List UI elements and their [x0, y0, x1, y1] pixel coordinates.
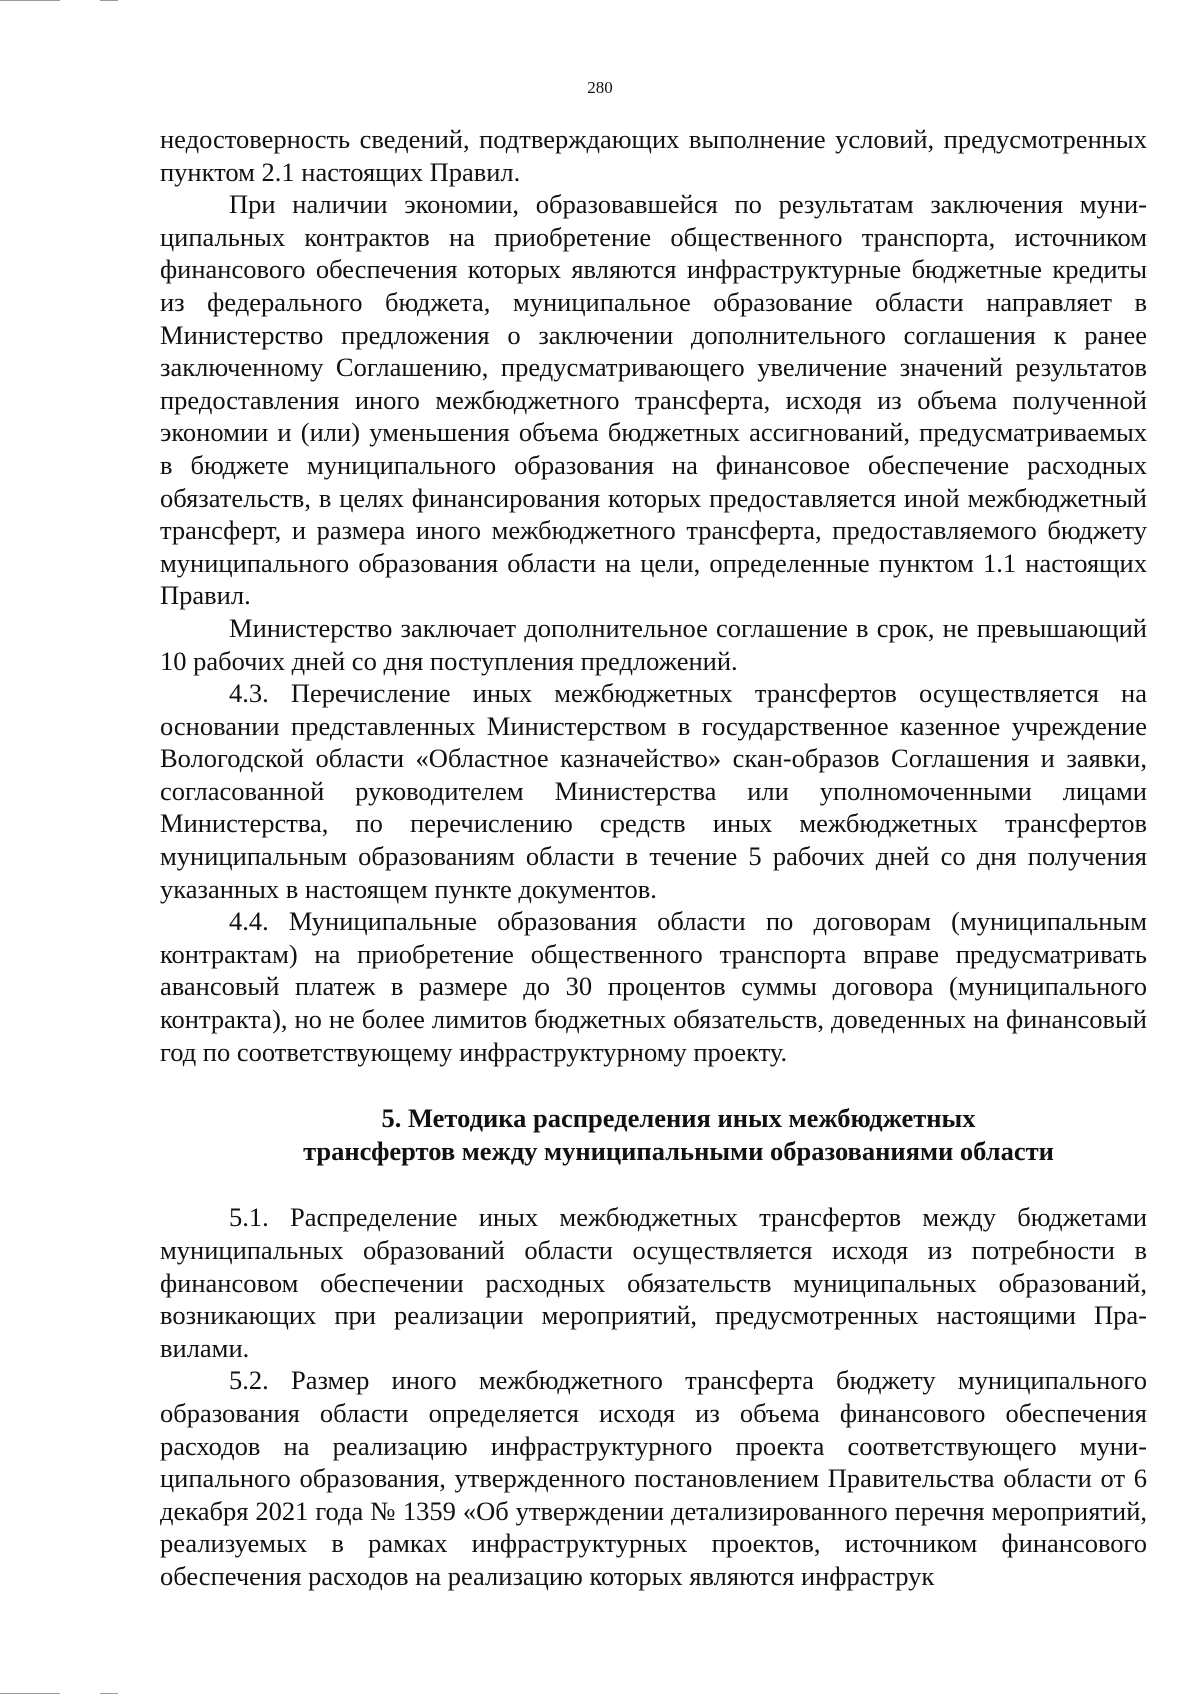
paragraph-economy-savings: При наличии экономии, образовавшейся по результатам заключения муниципальных контрактов на приобретение общественного транспорта, источником финансового обеспечения которых являются инфраструктурные бюджетные кредиты из федерального бюджета, муниципальное образование области направляет в Министерство предложения о заключении дополнительного соглашения к ранее заключенному Соглашению, предусматривающего увеличение значений результатов предоставления иного межбюджетного трансферта, исходя из объема полученной экономии и (или) уменьшения объема бюджетных ассигнований, предусматриваемых в бюджете муниципального образования на финансовое обеспечение расходных обязательств, в целях финансирования которых предоставляется иной межбюджетный трансферт, и размера иного межбюджетного трансферта, предоставляемого бюджету муниципального образования области на цели, определенные пунктом 1.1 настоящих Правил. [160, 189, 1147, 611]
scan-artifact-top-left [0, 0, 60, 1]
paragraph-4-4: 4.4. Муниципальные образования области по договорам (муниципальным контрактам) на приобретение общественного транспорта вправе предусматривать авансовый платеж в размере до 30 процентов суммы договора (муниципального контракта), но не более лимитов бюджетных обязательств, доведенных на финансовый год по соответствующему инфраструктурному проекту. [160, 906, 1147, 1067]
section-5-heading [160, 1102, 1147, 1167]
paragraph-5-2: 5.2. Размер иного межбюджетного трансферта бюджету муниципального образования области определяется исходя из объема финансового обеспечения расходов на реализацию инфраструктурного проекта соответствующего муниципального образования, утвержденного постановлением Правительства области от 6 декабря 2021 года № 1359 «Об утверждении детализированного перечня мероприятий, реализуемых в рамках инфраструктурных проектов, источником финансового обеспечения расходов на реализацию которых являются инфраструк [160, 1365, 1147, 1591]
section-heading-line-1: 5. Методика распределения иных межбюджетных [381, 1103, 976, 1134]
scan-artifact-top-mid [100, 0, 118, 1]
section-heading-line-2: трансфертов между муниципальными образованиями области [303, 1135, 1054, 1166]
scan-artifact-bottom-mid [100, 1693, 118, 1694]
scan-artifact-bottom-left [0, 1693, 60, 1694]
paragraph-5-1: 5.1. Распределение иных межбюджетных трансфертов между бюджетами муниципальных образований области осуществляется исходя из потребности в финансовом обеспечении расходных обязательств муниципальных образований, возникающих при реализации мероприятий, предусмотренных настоящими Правилами. [160, 1202, 1147, 1363]
paragraph-continuation: недостоверность сведений, подтверждающих выполнение условий, предусмотренных пунктом 2.1 настоящих Правил. [160, 124, 1147, 187]
page-number: 280 [587, 78, 613, 97]
paragraph-4-3: 4.3. Перечисление иных межбюджетных трансфертов осуществляется на основании представленных Министерством в государственное казенное учреждение Вологодской области «Областное казначейство» скан-образов Соглашения и заявки, согласованной руководителем Министерства или уполномоченными лицами Министерства, по перечислению средств иных межбюджетных трансфертов муниципальным образованиям области в течение 5 рабочих дней со дня получения указанных в настоящем пункте документов. [160, 678, 1147, 904]
paragraph-additional-agreement: Министерство заключает дополнительное соглашение в срок, не превышающий 10 рабочих дней со дня поступления предложений. [160, 612, 1147, 676]
document-body [160, 123, 1147, 1593]
